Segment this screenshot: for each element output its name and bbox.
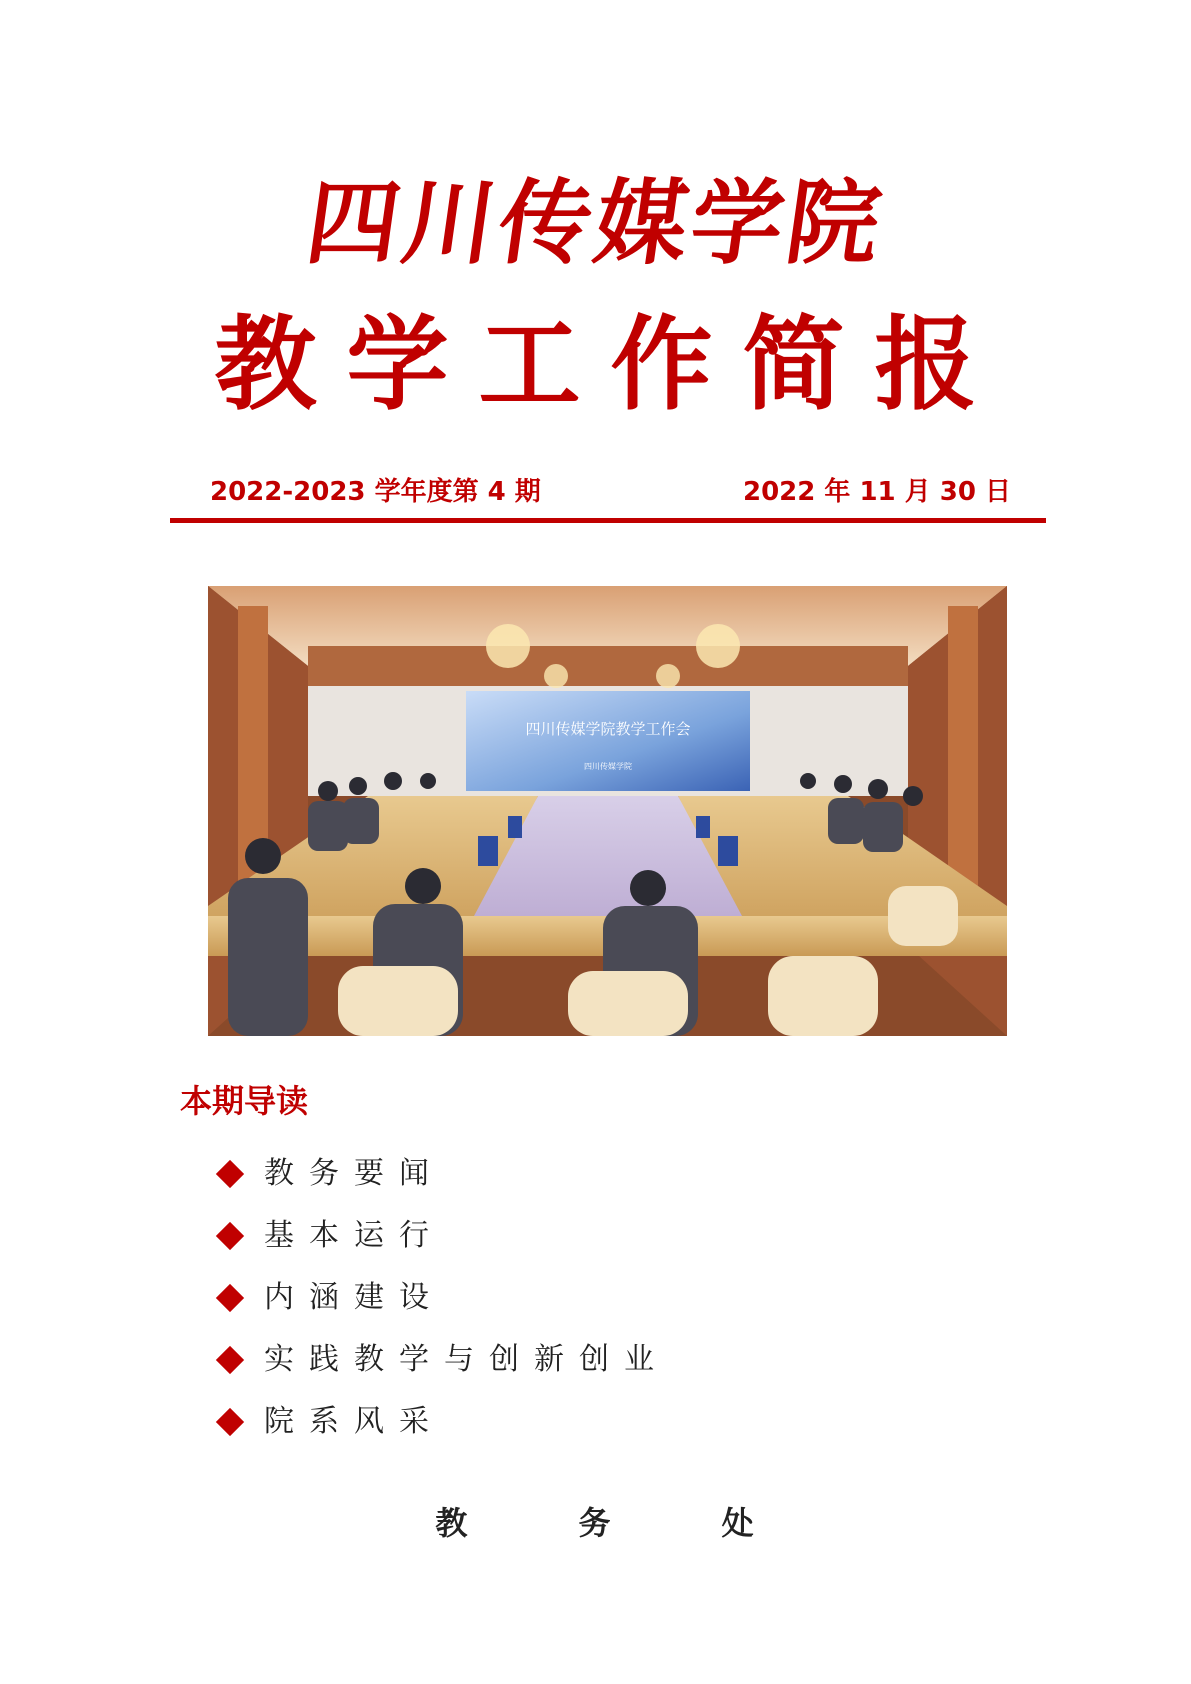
issue-number: 2022-2023 学年度第 4 期	[210, 477, 541, 507]
diamond-bullet-icon	[216, 1160, 244, 1188]
header-divider	[170, 518, 1046, 523]
diamond-bullet-icon	[216, 1284, 244, 1312]
toc-heading: 本期导读	[180, 1082, 309, 1120]
bulletin-title: 教学工作简报	[214, 305, 1007, 425]
toc-item-operations[interactable]	[212, 1214, 669, 1276]
office-char: 务	[578, 1504, 613, 1542]
issuing-office	[0, 1498, 1191, 1548]
toc-item-label: 基本运行	[264, 1218, 444, 1253]
office-char: 教	[435, 1504, 470, 1542]
diamond-bullet-icon	[216, 1408, 244, 1436]
toc-item-development[interactable]	[212, 1276, 669, 1338]
screen-subcaption: 四川传媒学院	[584, 762, 632, 771]
toc-item-news[interactable]	[212, 1152, 669, 1214]
toc-item-practice[interactable]	[212, 1338, 669, 1400]
toc-item-label: 内涵建设	[264, 1280, 444, 1315]
cover-photo	[208, 586, 1007, 1036]
toc-item-label: 教务要闻	[264, 1156, 444, 1191]
diamond-bullet-icon	[216, 1222, 244, 1250]
screen-caption: 四川传媒学院教学工作会	[525, 720, 691, 738]
school-name-calligraphy: 四川传媒学院	[299, 169, 892, 277]
table-of-contents	[212, 1152, 669, 1462]
office-char: 处	[721, 1504, 756, 1542]
toc-item-label: 院系风采	[264, 1404, 444, 1439]
toc-item-label: 实践教学与创新创业	[264, 1342, 669, 1377]
toc-item-departments[interactable]	[212, 1400, 669, 1462]
diamond-bullet-icon	[216, 1346, 244, 1374]
issue-date: 2022 年 11 月 30 日	[743, 477, 1011, 507]
conference-room-image	[208, 586, 1007, 1036]
